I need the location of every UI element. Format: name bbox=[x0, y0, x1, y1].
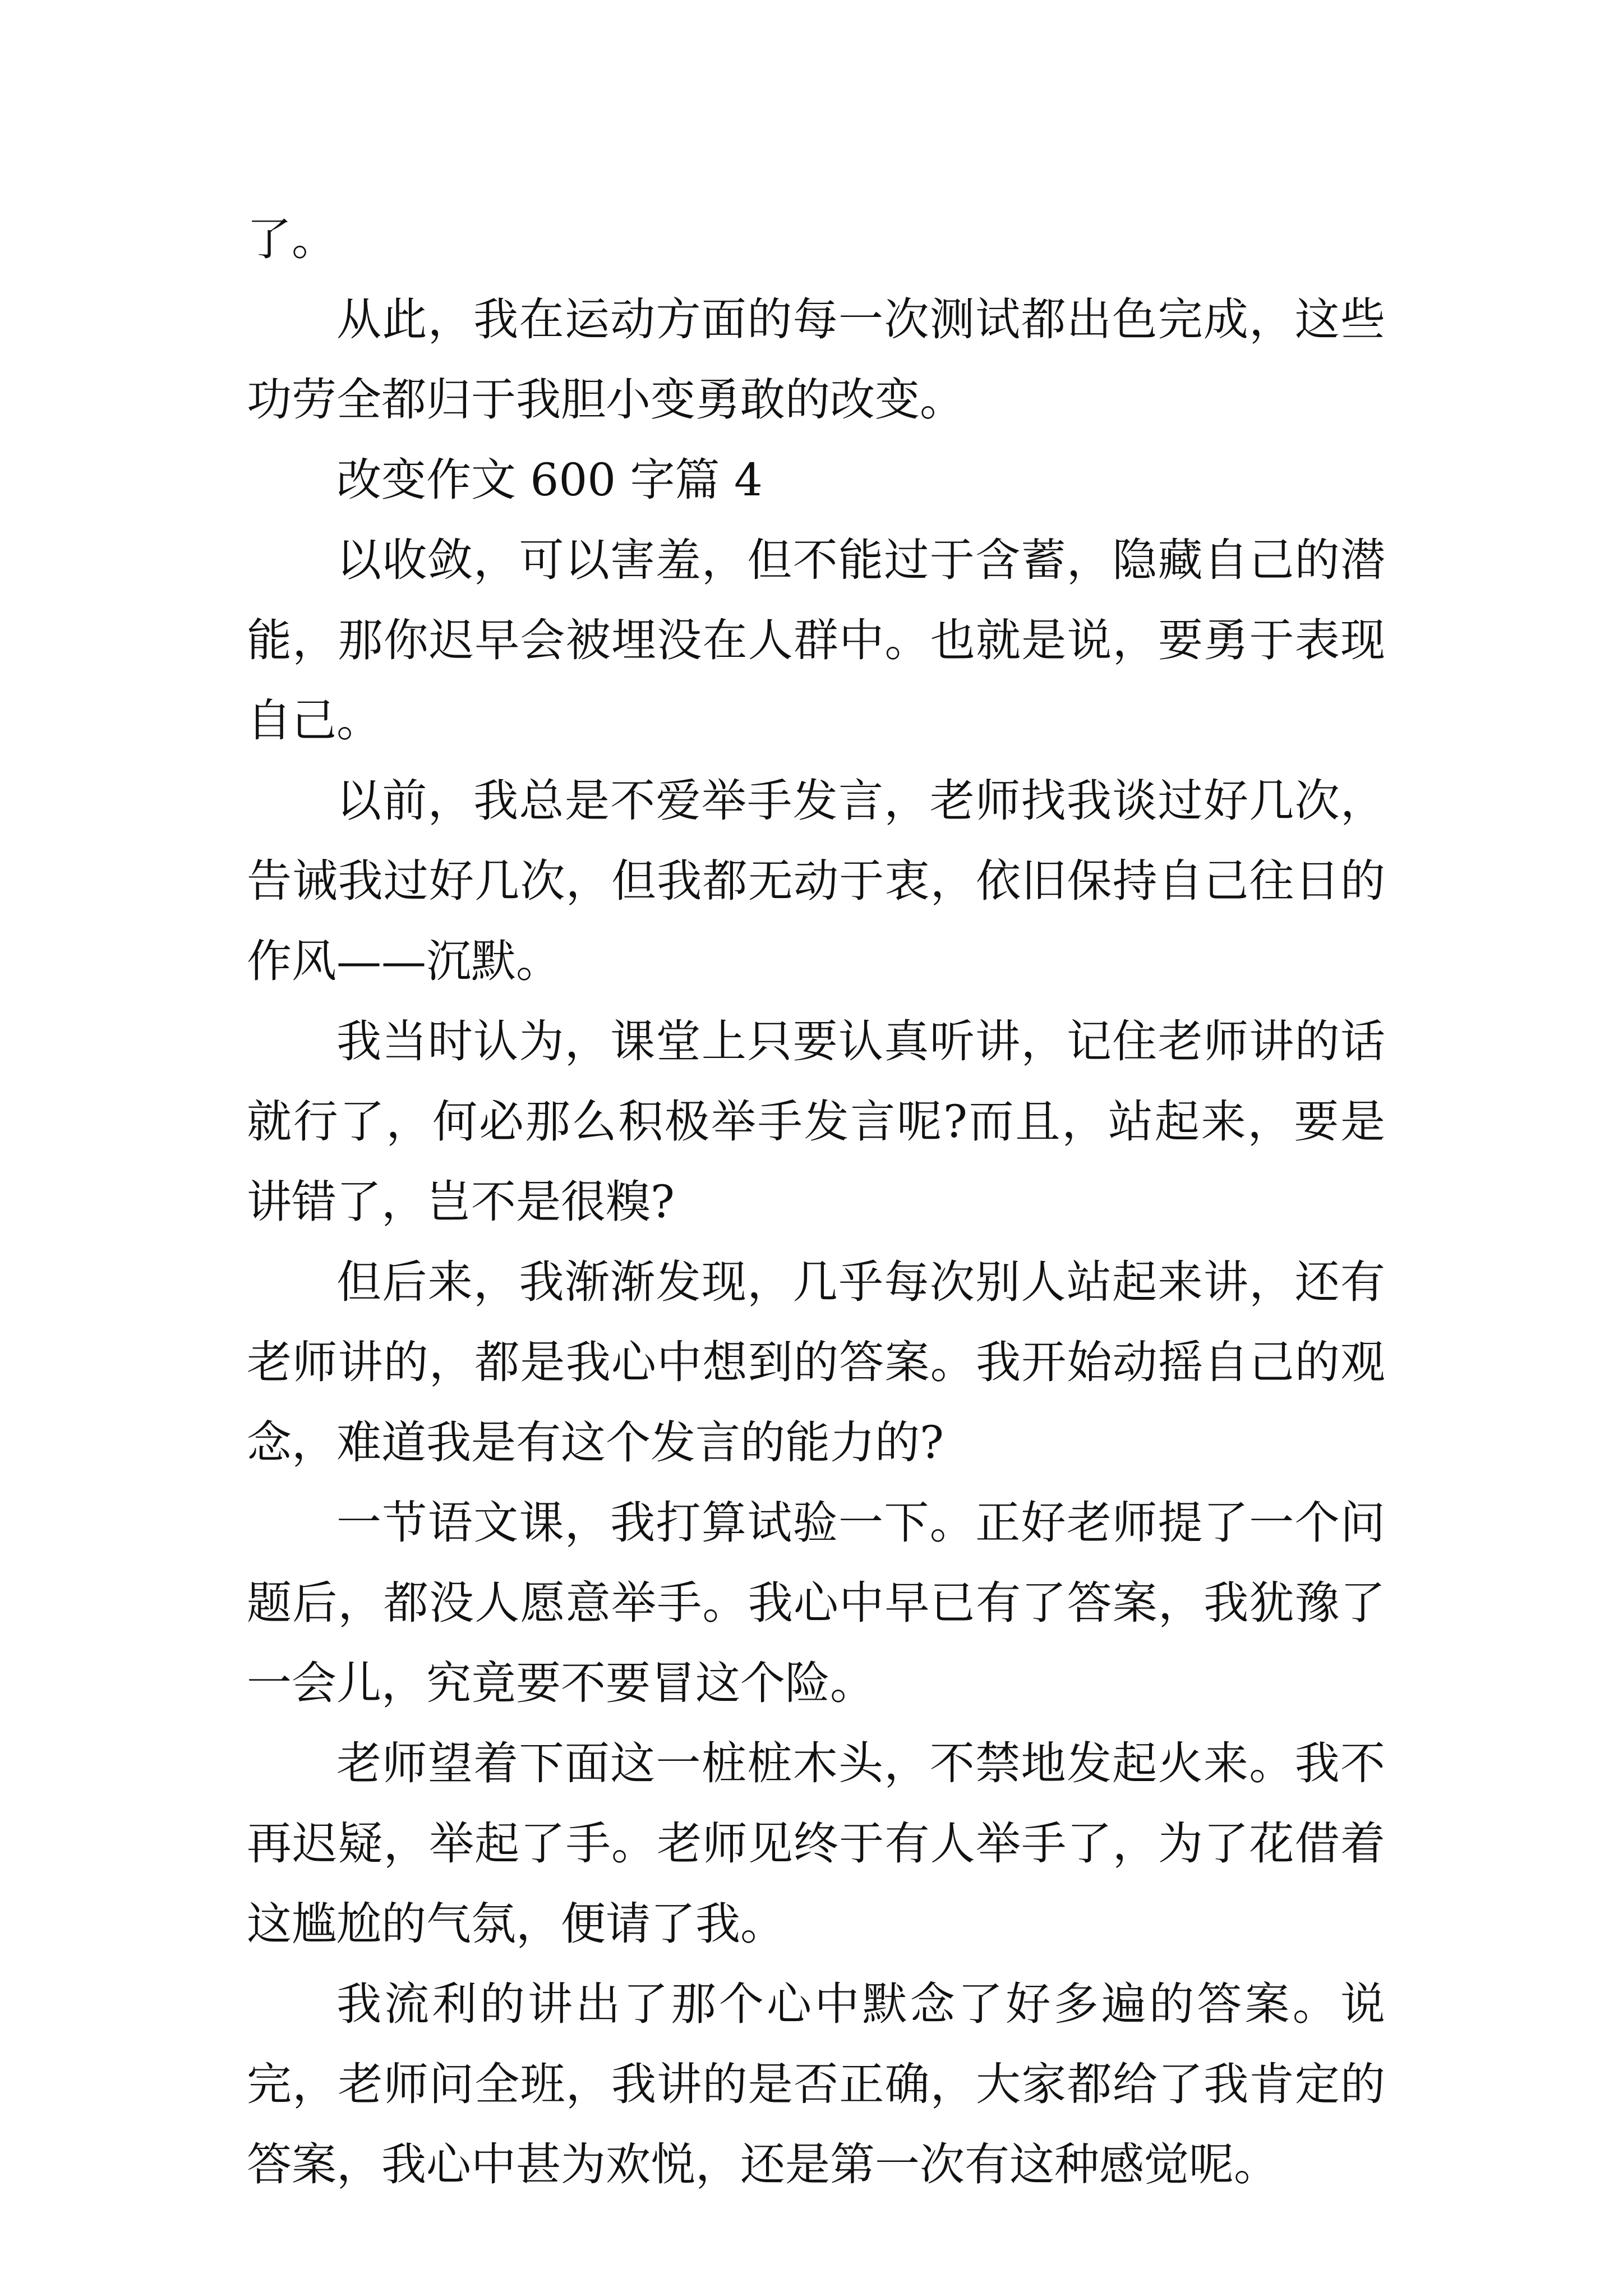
paragraph: 以收敛，可以害羞，但不能过于含蓄，隐藏自己的潜能，那你迟早会被埋没在人群中。也就是说，要勇于表现自己。 bbox=[247, 534, 1385, 747]
paragraph: 我当时认为，课堂上只要认真听讲，记住老师讲的话就行了，何必那么积极举手发言呢?而且，站起来，要是讲错了，岂不是很糗? bbox=[247, 1015, 1385, 1228]
paragraph: 一节语文课，我打算试验一下。正好老师提了一个问题后，都没人愿意举手。我心中早已有了答案，我犹豫了一会儿，究竟要不要冒这个险。 bbox=[247, 1497, 1385, 1709]
paragraph: 老师望着下面这一桩桩木头，不禁地发起火来。我不再迟疑，举起了手。老师见终于有人举手了，为了花借着这尴尬的气氛，便请了我。 bbox=[247, 1737, 1385, 1950]
paragraph: 但后来，我渐渐发现，几乎每次别人站起来讲，还有老师讲的，都是我心中想到的答案。我开始动摇自己的观念，难道我是有这个发言的能力的? bbox=[247, 1256, 1385, 1469]
paragraph: 从此，我在运动方面的每一次测试都出色完成，这些功劳全都归于我胆小变勇敢的改变。 bbox=[247, 293, 1385, 426]
document-body bbox=[247, 199, 1385, 2205]
paragraph-continuation: 了。 bbox=[247, 213, 336, 265]
section-heading: 改变作文 600 字篇 4 bbox=[336, 454, 763, 506]
paragraph: 以前，我总是不爱举手发言，老师找我谈过好几次，告诫我过好几次，但我都无动于衷，依旧保持自己往日的作风——沉默。 bbox=[247, 775, 1385, 987]
paragraph: 我流利的讲出了那个心中默念了好多遍的答案。说完，老师问全班，我讲的是否正确，大家都给了我肯定的答案，我心中甚为欢悦，还是第一次有这种感觉呢。 bbox=[247, 1978, 1385, 2191]
